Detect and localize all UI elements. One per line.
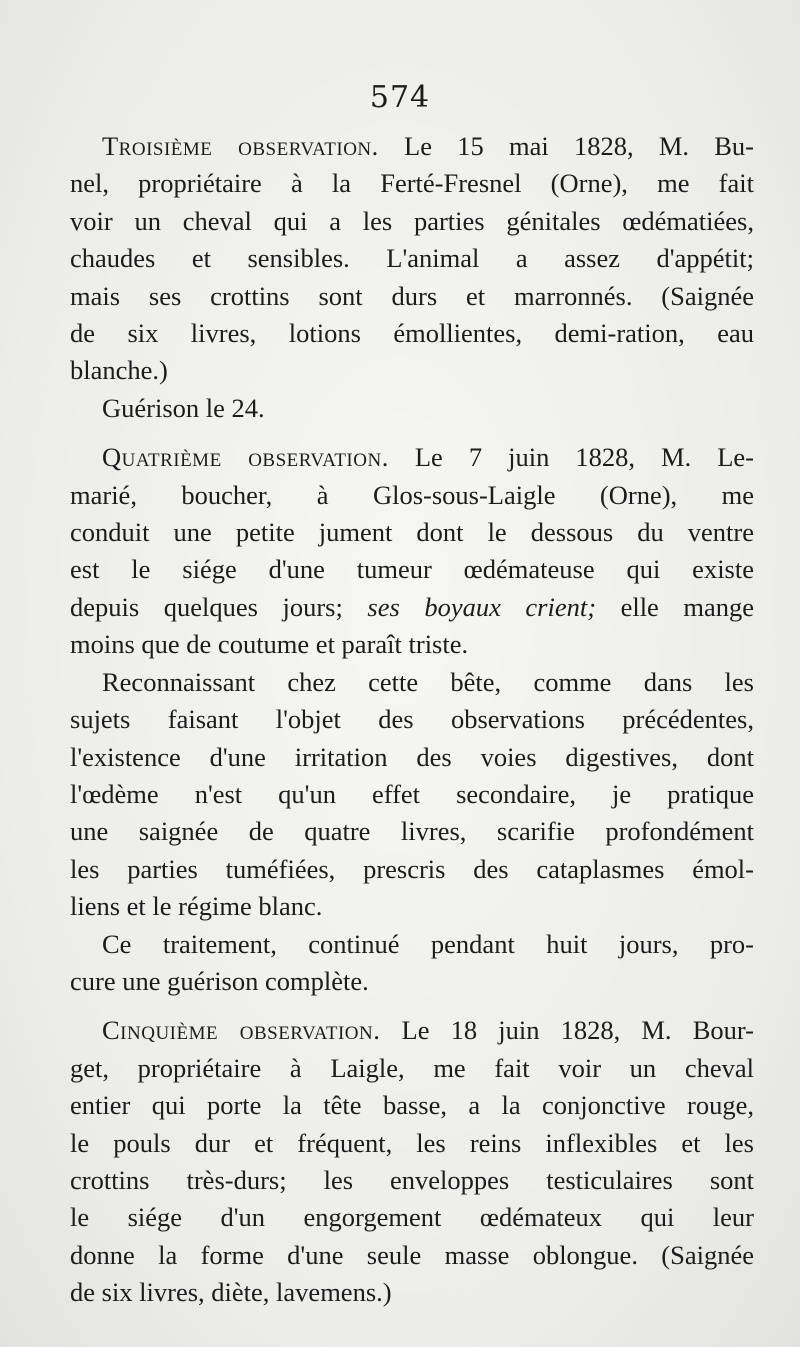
page-number: 574 <box>369 80 431 115</box>
obs5-line-5: crottins très-durs; les enveloppes testiculaires sont <box>70 1164 754 1195</box>
obs4-line-6: moins que de coutume et paraît triste. <box>70 629 469 660</box>
observation-3-heading: Troisième observation. <box>102 131 379 161</box>
observation-5-heading: Cinquième observation. <box>102 1015 381 1046</box>
observation-4 <box>70 439 754 663</box>
obs4-p2-line-5: une saignée de quatre livres, scarifie profondément <box>70 816 754 847</box>
obs4-p2-line-4: l'œdème n'est qu'un effet secondaire, je pratique <box>70 778 754 809</box>
obs5-line-2: get, propriétaire à Laigle, me fait voir un cheval <box>70 1052 754 1083</box>
obs4-line-4: est le siége d'une tumeur œdémateuse qui existe <box>70 554 754 585</box>
obs5-line-1: Le 18 juin 1828, M. Bour- <box>380 1015 754 1046</box>
obs3-line-7: blanche.) <box>70 355 168 386</box>
obs4-p2-line-3: l'existence d'une irritation des voies digestives, dont <box>70 741 754 772</box>
obs5-line-8: de six livres, diète, lavemens.) <box>70 1277 392 1308</box>
obs4-line-5 <box>70 589 754 626</box>
obs3-line-1: Le 15 mai 1828, M. Bu- <box>378 131 755 161</box>
obs3-line-6: de six livres, lotions émollientes, demi-ration, eau <box>70 318 754 349</box>
obs3-line-4: chaudes et sensibles. L'animal a assez d'appétit; <box>70 243 754 274</box>
observation-3-result: Guérison le 24. <box>102 392 265 423</box>
obs4-p2-line-2: sujets faisant l'objet des observations précédentes, <box>70 704 754 735</box>
obs5-line-6: le siége d'un engorgement œdémateux qui leur <box>70 1202 754 1233</box>
obs4-p2-line-6: les parties tuméfiées, prescris des cataplasmes émol- <box>70 853 754 884</box>
observation-3 <box>70 128 754 390</box>
obs4-p2-line-7: liens et le régime blanc. <box>70 891 323 922</box>
obs4-p2-line-1: Reconnaissant chez cette bête, comme dans les <box>102 666 754 697</box>
obs4-italic-phrase: ses boyaux crient; <box>367 591 597 622</box>
obs4-p3-line-2: cure une guérison complète. <box>70 965 369 996</box>
obs4-line-3: conduit une petite jument dont le dessous du ventre <box>70 517 754 548</box>
observation-4-heading: Quatrième observation. <box>102 442 389 473</box>
obs3-line-2: nel, propriétaire à la Ferté-Fresnel (Orne), me fait <box>70 168 754 199</box>
obs4-line-5-before: depuis quelques jours; <box>70 591 368 622</box>
obs4-line-2: marié, boucher, à Glos-sous-Laigle (Orne), me <box>70 479 754 510</box>
obs5-line-4: le pouls dur et fréquent, les reins inflexibles et les <box>70 1127 754 1158</box>
obs4-p3-line-1: Ce traitement, continué pendant huit jours, pro- <box>102 928 754 959</box>
obs5-line-7: donne la forme d'une seule masse oblongue. (Saignée <box>70 1239 754 1270</box>
observation-5 <box>70 1012 754 1311</box>
obs3-line-3: voir un cheval qui a les parties génitales œdématiées, <box>70 205 754 236</box>
observation-4-paragraph-3 <box>70 926 754 1001</box>
obs3-line-5: mais ses crottins sont durs et marronnés. (Saignée <box>70 280 754 311</box>
observation-4-paragraph-2 <box>70 664 754 926</box>
page-body <box>70 128 754 1312</box>
obs5-line-3: entier qui porte la tête basse, a la conjonctive rouge, <box>70 1090 754 1121</box>
obs4-line-5-after: elle mange <box>596 591 755 622</box>
obs4-line-1: Le 7 juin 1828, M. Le- <box>388 442 754 473</box>
